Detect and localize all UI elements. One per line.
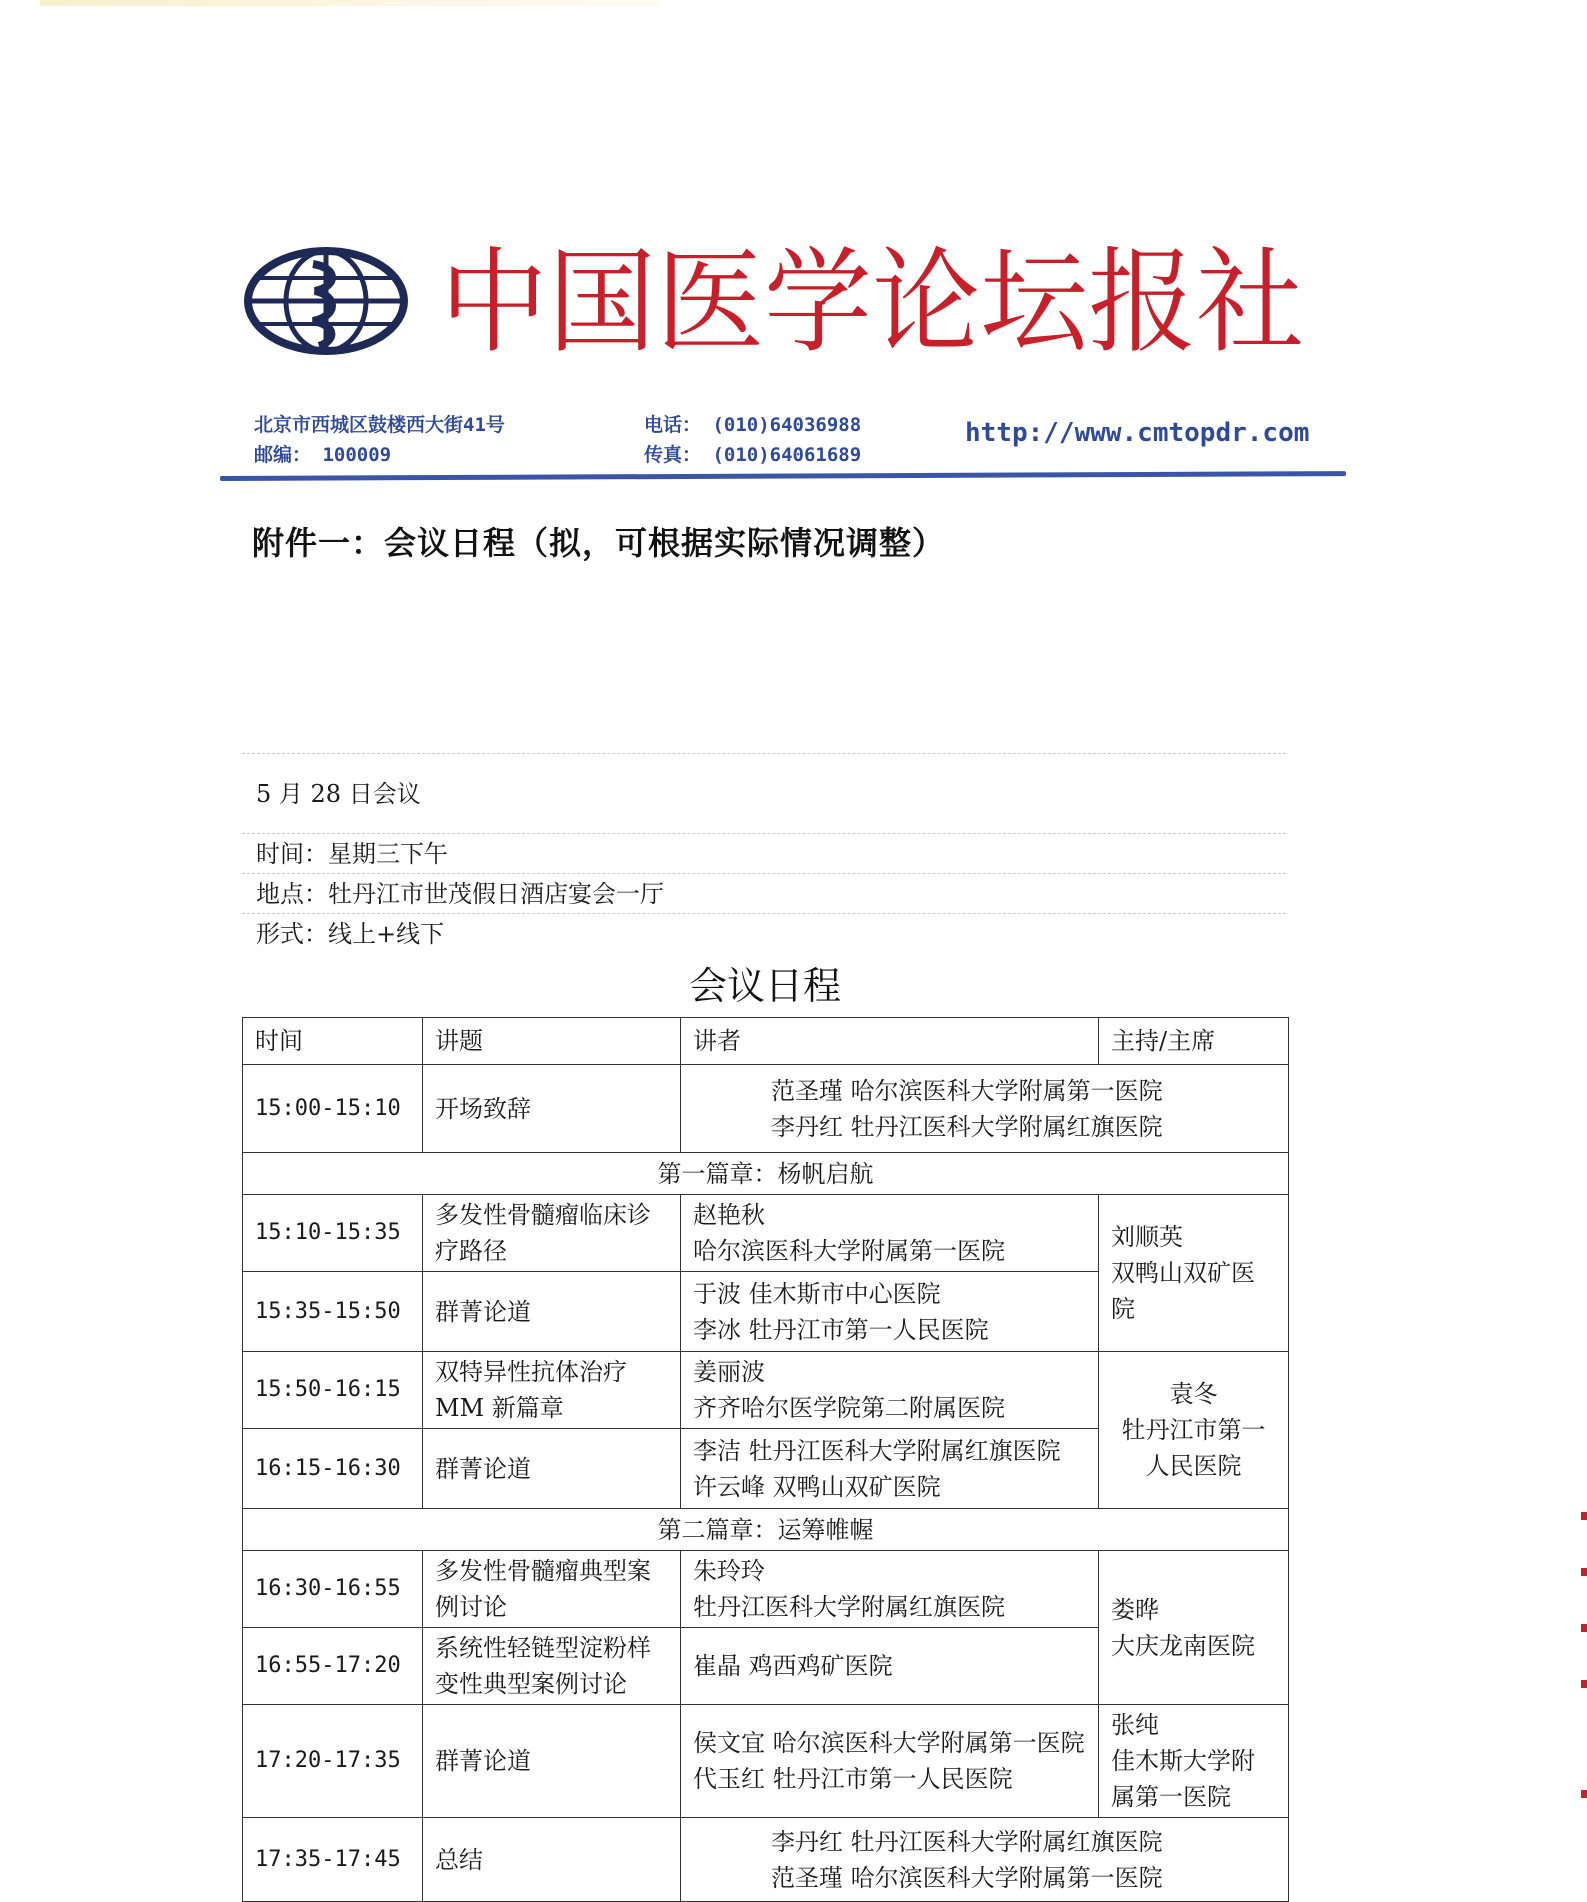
row-time: 15:10-15:35: [243, 1195, 423, 1272]
speaker-line: 李冰 牡丹江市第一人民医院: [693, 1315, 989, 1344]
org-name-char: 中: [440, 236, 549, 369]
stamp-edge-mark: [1581, 1680, 1587, 1688]
row-topic: 开场致辞: [423, 1065, 681, 1153]
table-row: [243, 1065, 1289, 1153]
table-row: [243, 1195, 1289, 1272]
paper-stain: [40, 0, 660, 6]
chair-line: 佳木斯大学附属第一医院: [1111, 1747, 1255, 1811]
row-chair: [1099, 1195, 1289, 1352]
row-topic: 总结: [423, 1818, 681, 1902]
row-topic: 多发性骨髓瘤临床诊疗路径: [423, 1195, 681, 1272]
header-speaker: 讲者: [681, 1018, 1099, 1065]
org-name-char: 坛: [980, 236, 1089, 369]
org-name-char: 报: [1088, 236, 1197, 369]
row-topic: 群菁论道: [423, 1705, 681, 1818]
schedule-table: [242, 1017, 1289, 1902]
row-topic: 群菁论道: [423, 1272, 681, 1352]
section-row: [243, 1509, 1289, 1551]
postcode-line: 邮编： 100009: [254, 444, 392, 466]
table-row: [243, 1352, 1289, 1429]
phone-line: 电话： (010)64036988: [644, 414, 862, 436]
org-name-char: 论: [872, 236, 981, 369]
section-title: 第二篇章：运筹帷幄: [243, 1509, 1289, 1551]
meeting-date: 5 月 28 日会议: [256, 780, 421, 808]
speaker-line: 李丹红 牡丹江医科大学附属红旗医院: [771, 1827, 1163, 1856]
speaker-line: 哈尔滨医科大学附属第一医院: [693, 1237, 1005, 1265]
speaker-line: 齐齐哈尔医学院第二附属医院: [693, 1394, 1005, 1422]
row-time: 15:35-15:50: [243, 1272, 423, 1352]
row-topic: 系统性轻链型淀粉样变性典型案例讨论: [423, 1628, 681, 1705]
stamp-edge-mark: [1581, 1624, 1587, 1632]
chair-line: 张纯: [1111, 1711, 1159, 1739]
speaker-line: 牡丹江医科大学附属红旗医院: [693, 1593, 1005, 1621]
row-speakers: [681, 1065, 1289, 1153]
address-block: [254, 410, 505, 470]
speaker-line: 李洁 牡丹江医科大学附属红旗医院: [693, 1436, 1061, 1465]
row-time: 16:15-16:30: [243, 1429, 423, 1509]
meeting-format: 形式：线上+线下: [256, 920, 445, 948]
row-topic: 群菁论道: [423, 1429, 681, 1509]
row-speakers: [681, 1352, 1099, 1429]
row-speakers: [681, 1195, 1099, 1272]
row-speakers: [681, 1429, 1099, 1509]
header-topic: 讲题: [423, 1018, 681, 1065]
address-line: 北京市西城区鼓楼西大街41号: [254, 414, 505, 436]
schedule-title: 会议日程: [688, 964, 841, 1008]
speaker-line: 李丹红 牡丹江医科大学附属红旗医院: [771, 1112, 1163, 1141]
stamp-edge-mark: [1581, 1568, 1587, 1576]
speaker-line: 代玉红 牡丹江市第一人民医院: [693, 1765, 1013, 1793]
table-row: [243, 1705, 1289, 1818]
table-header-row: [243, 1018, 1289, 1065]
row-time: 16:30-16:55: [243, 1551, 423, 1628]
row-chair: [1099, 1352, 1289, 1509]
speaker-line: 许云峰 双鸭山双矿医院: [693, 1472, 941, 1501]
org-name-char: 学: [764, 236, 873, 369]
row-chair: [1099, 1551, 1289, 1705]
speaker-line: 赵艳秋: [693, 1201, 765, 1229]
org-name-char: 社: [1196, 236, 1305, 369]
header-time: 时间: [243, 1018, 423, 1065]
row-speakers: [681, 1818, 1289, 1902]
row-time: 16:55-17:20: [243, 1628, 423, 1705]
row-speakers: [681, 1551, 1099, 1628]
chair-line: 刘顺英: [1111, 1223, 1183, 1251]
meeting-place: 地点：牡丹江市世茂假日酒店宴会一厅: [256, 880, 664, 908]
row-topic: 多发性骨髓瘤典型案例讨论: [423, 1551, 681, 1628]
speaker-line: 朱玲玲: [693, 1557, 765, 1585]
row-time: 17:20-17:35: [243, 1705, 423, 1818]
section-title: 第一篇章：杨帆启航: [243, 1153, 1289, 1195]
row-speakers: [681, 1628, 1099, 1705]
speaker-line: 于波 佳木斯市中心医院: [693, 1279, 941, 1308]
chair-line: 袁冬: [1169, 1380, 1218, 1408]
phone-block: [644, 410, 861, 470]
section-row: [243, 1153, 1289, 1195]
chair-line: 娄晔: [1111, 1595, 1159, 1624]
org-name-char: 医: [656, 236, 765, 369]
row-speakers: [681, 1272, 1099, 1352]
chair-line: 双鸭山双矿医院: [1111, 1259, 1255, 1323]
attachment-title: 附件一：会议日程（拟，可根据实际情况调整）: [252, 524, 946, 562]
org-name-char: 国: [548, 236, 657, 369]
speaker-line: 侯文宜 哈尔滨医科大学附属第一医院: [693, 1729, 1085, 1757]
stamp-edge-mark: [1581, 1512, 1587, 1520]
row-time: 17:35-17:45: [243, 1818, 423, 1902]
table-row: [243, 1551, 1289, 1628]
website-text: http://www.cmtopdr.com: [965, 418, 1310, 448]
chair-line: 大庆龙南医院: [1111, 1631, 1255, 1660]
header-chair: 主持/主席: [1099, 1018, 1289, 1065]
chair-line: 牡丹江市第一人民医院: [1121, 1416, 1266, 1480]
speaker-line: 范圣瑾 哈尔滨医科大学附属第一医院: [771, 1863, 1163, 1892]
speaker-line: 范圣瑾 哈尔滨医科大学附属第一医院: [771, 1076, 1163, 1105]
fax-line: 传真： (010)64061689: [644, 444, 862, 466]
speaker-line: 崔晶 鸡西鸡矿医院: [693, 1652, 893, 1680]
org-name: [440, 222, 1305, 369]
meeting-info: [242, 753, 1286, 953]
row-speakers: [681, 1705, 1099, 1818]
meeting-time: 时间：星期三下午: [256, 840, 448, 868]
row-topic: 双特异性抗体治疗 MM 新篇章: [423, 1352, 681, 1429]
row-time: 15:50-16:15: [243, 1352, 423, 1429]
table-row: [243, 1818, 1289, 1902]
row-chair: [1099, 1705, 1289, 1818]
letterhead-rule: [220, 471, 1346, 481]
globe-logo-icon: [243, 246, 409, 356]
stamp-edge-mark: [1581, 1790, 1587, 1798]
speaker-line: 姜丽波: [693, 1358, 765, 1386]
row-time: 15:00-15:10: [243, 1065, 423, 1153]
